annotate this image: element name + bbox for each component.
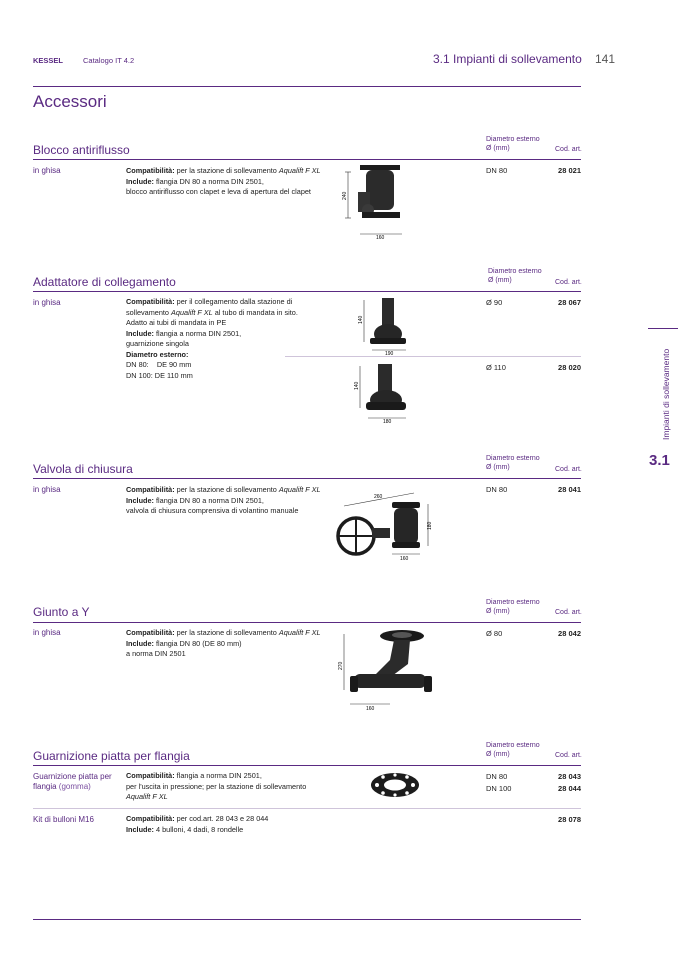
section-title-blocco: Blocco antiriflusso — [33, 143, 130, 157]
description: Compatibilità: per la stazione di sollevamento Aqualift F XL Include: flangia DN 80 a norma DIN 2501, valvola di chiusura comprensiva di volantino manuale — [126, 485, 321, 515]
section-rule — [33, 478, 581, 479]
diam-value: DN 80 — [486, 166, 508, 175]
section-rule — [33, 291, 581, 292]
product-image-giunto — [334, 624, 438, 712]
code-value: 28 078 — [558, 815, 581, 824]
description: Compatibilità: per il collegamento dalla stazione di sollevamento Aqualift F XL al tubo di mandata in sito. Adatto ai tubi di mandata in PE Include: flangia a norma DIN 2501, guarnizione singola Diametro esterno: DN 80: DE 90 mm DN 100: DE 110 mm — [126, 297, 298, 380]
material-label: Guarnizione piatta per flangia (gomma) — [33, 772, 112, 791]
diam-value: Ø 110 — [486, 363, 506, 372]
col-diam-header: Diametro esterno Ø (mm) — [486, 599, 540, 615]
header-rule — [33, 86, 581, 87]
dim-width: 160 — [400, 556, 409, 562]
dim-diagonal: 260 — [374, 494, 383, 500]
side-tab-rule — [648, 328, 678, 329]
description: Compatibilità: flangia a norma DIN 2501, per l'uscita in pressione; per la stazione di sollevamento Aqualift F XL — [126, 771, 307, 801]
dim-height: 270 — [338, 661, 344, 670]
product-image-valvola — [334, 488, 444, 568]
code-value: 28 041 — [558, 485, 581, 494]
product-image-adattatore-90 — [352, 296, 422, 356]
dim-width: 190 — [385, 351, 394, 356]
section-rule — [33, 159, 581, 160]
code-value: 28 042 — [558, 629, 581, 638]
col-code-header: Cod. art. — [555, 279, 582, 286]
material-label: in ghisa — [33, 298, 61, 307]
footer-rule — [33, 919, 581, 920]
code-value: 28 044 — [558, 784, 581, 793]
material-label: in ghisa — [33, 628, 61, 637]
section-rule — [33, 765, 581, 766]
page-title: Accessori — [33, 92, 107, 111]
section-heading: 3.1 Impianti di sollevamento — [433, 52, 582, 66]
code-value: 28 020 — [558, 363, 581, 372]
dim-height: 240 — [342, 191, 348, 200]
section-title-adattatore: Adattatore di collegamento — [33, 275, 176, 289]
col-diam-header: Diametro esterno Ø (mm) — [488, 268, 542, 284]
catalog-label: Catalogo IT 4.2 — [83, 56, 135, 65]
dim-height: 140 — [354, 381, 360, 390]
diam-value: DN 80 — [486, 772, 508, 781]
row-divider — [285, 356, 581, 357]
dim-width: 160 — [376, 235, 385, 240]
col-code-header: Cod. art. — [555, 146, 582, 153]
col-diam-header: Diametro esterno Ø (mm) — [486, 742, 540, 758]
section-title-giunto: Giunto a Y — [33, 605, 90, 619]
col-diam-header: Diametro esterno Ø (mm) — [486, 455, 540, 471]
code-value: 28 067 — [558, 298, 581, 307]
code-value: 28 043 — [558, 772, 581, 781]
description: Compatibilità: per la stazione di sollevamento Aqualift F XL Include: flangia DN 80 a norma DIN 2501, blocco antiriflusso con clapet e leva di apertura del clapet — [126, 166, 321, 196]
description-kit: Compatibilità: per cod.art. 28 043 e 28 044 Include: 4 bulloni, 4 dadi, 8 rondelle — [126, 814, 269, 834]
dim-width: 180 — [383, 419, 392, 424]
description: Compatibilità: per la stazione di sollevamento Aqualift F XL Include: flangia DN 80 (DE 80 mm) a norma DIN 2501 — [126, 628, 321, 658]
dim-width: 160 — [366, 706, 375, 712]
side-tab-number: 3.1 — [649, 452, 670, 469]
material-label: in ghisa — [33, 485, 61, 494]
code-value: 28 021 — [558, 166, 581, 175]
col-code-header: Cod. art. — [555, 466, 582, 473]
product-image-blocco — [340, 162, 420, 240]
dim-height: 140 — [358, 315, 364, 324]
col-code-header: Cod. art. — [555, 609, 582, 616]
side-tab-label: Impianti di sollevamento — [661, 348, 671, 440]
product-image-guarnizione — [369, 771, 421, 799]
section-rule — [33, 622, 581, 623]
page-number: 141 — [595, 52, 616, 66]
section-title-guarnizione: Guarnizione piatta per flangia — [33, 749, 190, 763]
material-label: in ghisa — [33, 166, 61, 175]
row-divider — [33, 808, 581, 809]
brand-label: KESSEL — [33, 56, 64, 65]
diam-value: DN 80 — [486, 485, 508, 494]
product-image-adattatore-110 — [350, 362, 420, 424]
col-code-header: Cod. art. — [555, 752, 582, 759]
material-label-kit: Kit di bulloni M16 — [33, 815, 94, 824]
col-diam-header: Diametro esterno Ø (mm) — [486, 136, 540, 152]
section-title-valvola: Valvola di chiusura — [33, 462, 133, 476]
dim-height: 180 — [427, 521, 433, 530]
diam-value: Ø 90 — [486, 298, 503, 307]
diam-value: DN 100 — [486, 784, 512, 793]
diam-value: Ø 80 — [486, 629, 503, 638]
